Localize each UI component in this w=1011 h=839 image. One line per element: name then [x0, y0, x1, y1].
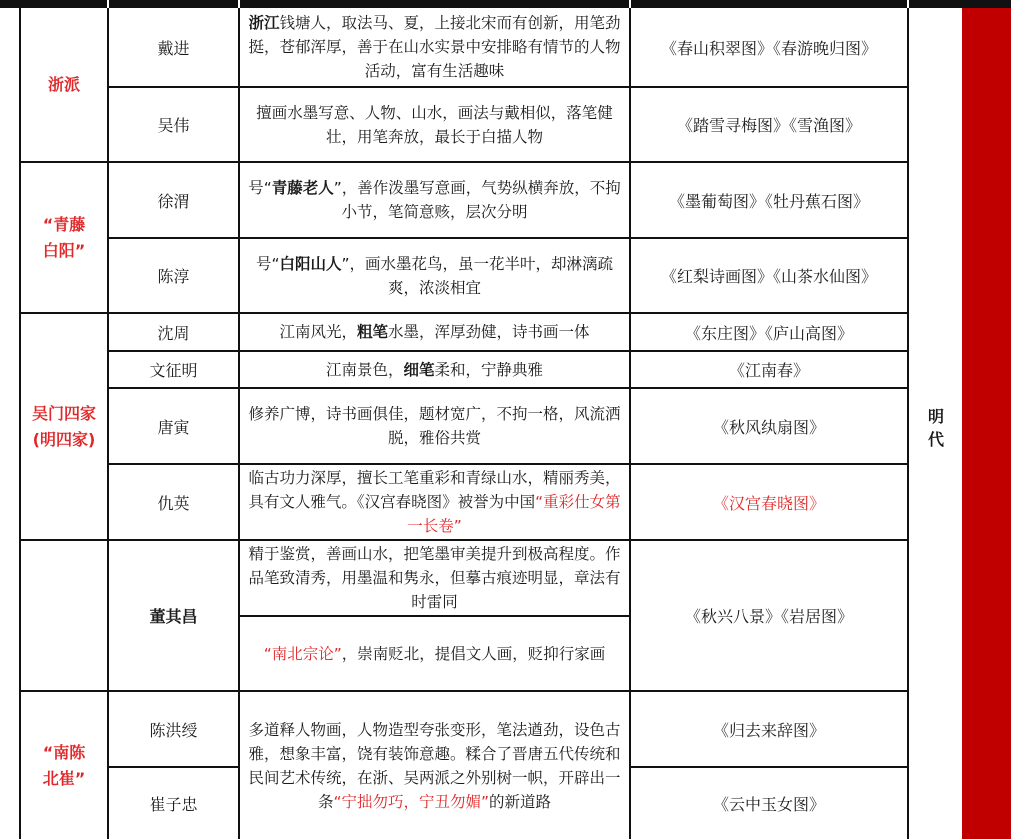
desc-prefix: 江南风光，	[279, 323, 357, 341]
works-text: 《红梨诗画图》《山茶水仙图》	[660, 267, 877, 286]
school-nanchen-beicui	[21, 692, 107, 839]
works-text: 《汉宫春晓图》	[712, 493, 825, 513]
painter-name	[109, 389, 238, 463]
desc-prefix: 江南景色，	[325, 360, 404, 379]
painter-name-text: 吴伟	[157, 116, 190, 135]
works-text: 《江南春》	[728, 361, 809, 380]
painter-description	[240, 8, 629, 86]
school-label: 浙派	[47, 74, 80, 94]
grid-line	[19, 539, 109, 541]
school-label-line2: 北崔”	[42, 768, 86, 788]
school-zhe	[21, 8, 107, 161]
school-qingteng-baiyang	[21, 163, 107, 312]
painter-name	[109, 768, 238, 839]
painter-name	[109, 239, 238, 312]
painter-description	[240, 465, 629, 539]
desc-highlight: “宁拙勿巧，宁丑勿媚”	[333, 792, 490, 811]
desc-text: ”，善作泼墨写意画，气势纵横奔放，不拘小节，笔简意赅，层次分明	[333, 179, 621, 221]
painter-name	[109, 692, 238, 766]
painter-name-text: 唐寅	[157, 417, 190, 437]
painter-name-text: 文征明	[149, 361, 198, 380]
desc-text: 精于鉴赏，善画山水，把笔墨审美提升到极高程度。作品笔致清秀，用墨温和隽永，但摹古痕迹明显，章法有时雷同	[248, 545, 621, 611]
desc-text: ”，画水墨花鸟，虽一花半叶，却淋漓疏爽，浓淡相宜	[341, 254, 614, 297]
painter-works	[631, 239, 907, 312]
desc-bold: 浙江	[248, 14, 280, 32]
painter-name-text: 崔子忠	[149, 795, 198, 814]
works-text: 《归去来辞图》	[712, 720, 825, 740]
painter-works	[631, 692, 907, 766]
painter-name-text: 陈洪绶	[149, 720, 198, 740]
painter-name	[109, 541, 238, 690]
desc-prefix: 号“	[248, 179, 272, 197]
desc-text: ，崇南贬北，提倡文人画，贬抑行家画	[341, 644, 606, 663]
painter-description	[240, 163, 629, 237]
painter-name	[109, 314, 238, 350]
era-text: 明 代	[927, 407, 966, 449]
school-label-line1: 吴门四家	[31, 403, 96, 423]
painter-name-text: 董其昌	[149, 607, 198, 626]
painter-name	[109, 352, 238, 387]
painter-description	[240, 88, 629, 161]
school-label-line1: “南陈	[42, 742, 86, 762]
painter-works	[631, 389, 907, 463]
painter-description	[240, 352, 629, 387]
desc-text: 钱塘人，取法马、夏，上接北宋而有创新，用笔劲挺，苍郁浑厚，善于在山水实景中安排略有情节的人物活动，富有生活趣味	[248, 14, 621, 80]
painter-works	[631, 541, 907, 690]
school-label-line2: 白阳”	[42, 240, 86, 260]
painter-description	[240, 541, 629, 615]
desc-bold: 青藤老人	[271, 179, 334, 197]
painter-works	[631, 88, 907, 161]
painter-works	[631, 163, 907, 237]
painter-name	[109, 88, 238, 161]
desc-highlight: “南北宗论”	[263, 644, 342, 663]
desc-text: 临古功力深厚，擅长工笔重彩和青绿山水，精丽秀美，具有文人雅气。《汉宫春晓图》被誉为中国	[248, 469, 621, 511]
painter-works	[631, 314, 907, 350]
painter-name	[109, 465, 238, 539]
desc-prefix: 号“	[255, 254, 280, 273]
desc-bold: 粗笔	[356, 323, 388, 341]
desc-text: 修养广博，诗书画俱佳，题材宽广，不拘一格，风流洒脱，雅俗共赏	[248, 405, 621, 447]
desc-bold: 细笔	[403, 360, 435, 379]
desc-bold: 白阳山人	[279, 254, 342, 273]
painter-name-text: 沈周	[157, 323, 190, 343]
works-text: 《秋兴八景》《岩居图》	[684, 607, 853, 626]
school-label-line2: (明四家)	[32, 429, 96, 449]
school-wumen	[21, 314, 107, 539]
desc-text-end: 的新道路	[489, 792, 552, 811]
table-top-border	[0, 0, 962, 8]
works-text: 《云中玉女图》	[712, 795, 825, 814]
painter-works	[631, 352, 907, 387]
works-text: 《秋风纨扇图》	[712, 417, 825, 437]
era-label	[909, 387, 979, 467]
works-text: 《墨葡萄图》《牡丹蕉石图》	[668, 191, 869, 211]
painter-name-text: 徐渭	[157, 191, 190, 211]
painter-name-text: 戴进	[157, 38, 190, 58]
red-band-top	[962, 0, 1011, 8]
painter-description-theory	[240, 617, 629, 690]
desc-text: 柔和，宁静典雅	[434, 360, 544, 379]
painter-name-text: 陈淳	[157, 267, 190, 286]
painter-name-text: 仇英	[157, 493, 190, 513]
desc-highlight: “重彩仕女第一长卷”	[407, 493, 621, 535]
works-text: 《东庄图》《庐山高图》	[684, 323, 853, 343]
desc-text: 水墨，浑厚劲健，诗书画一体	[388, 323, 590, 341]
school-label-line1: “青藤	[42, 214, 86, 234]
desc-text: 擅画水墨写意、人物、山水，画法与戴相似，落笔健壮，用笔奔放，最长于白描人物	[256, 103, 613, 146]
painter-name	[109, 163, 238, 237]
painter-works	[631, 8, 907, 86]
painter-works	[631, 768, 907, 839]
painter-description	[240, 239, 629, 312]
painter-description	[240, 314, 629, 350]
painter-description	[240, 389, 629, 463]
painter-name	[109, 8, 238, 86]
painter-description	[240, 692, 629, 839]
works-text: 《春山积翠图》《春游晚归图》	[660, 38, 877, 58]
painter-works	[631, 465, 907, 539]
desc-text: 多道释人物画，人物造型夸张变形，笔法遒劲，设色古雅，想象丰富，饶有装饰意趣。糅合了晋唐五代传统和民间艺术传统，在浙、吴两派之外别树一帜，开辟出一条	[248, 720, 621, 811]
works-text: 《踏雪寻梅图》《雪渔图》	[676, 116, 861, 135]
